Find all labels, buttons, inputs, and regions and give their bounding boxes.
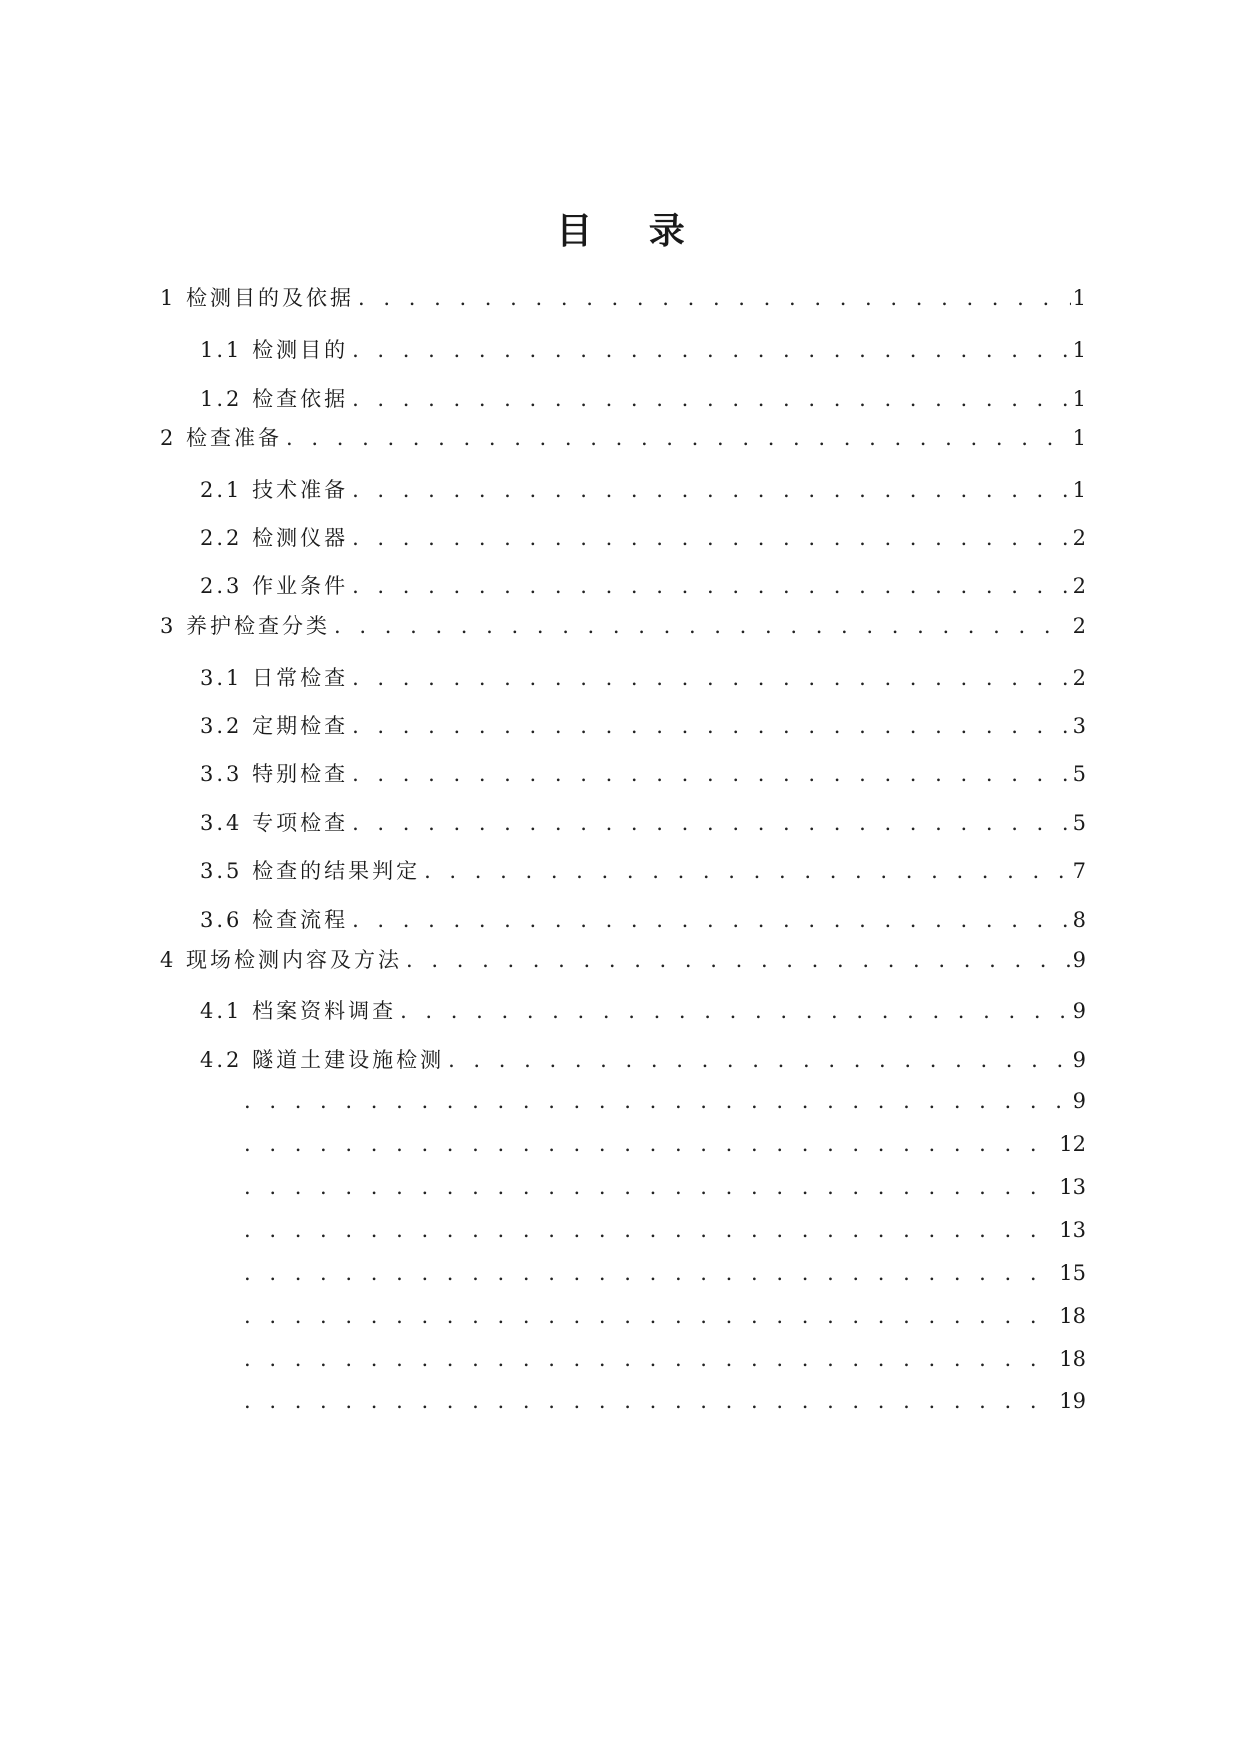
toc-entry-level2[interactable] [200, 1046, 1086, 1074]
toc-entry-level2[interactable] [200, 760, 1086, 788]
toc-leader-dots [334, 612, 1071, 640]
toc-entry-level3[interactable] [240, 1345, 1086, 1373]
toc-entry-level1[interactable] [160, 424, 1086, 452]
toc-leader-dots [244, 1387, 1057, 1415]
toc-entry-page: 9 [1072, 948, 1086, 972]
toc-entry-page: 9 [1072, 1089, 1086, 1113]
toc-leader-dots [400, 997, 1071, 1025]
toc-leader-dots [352, 760, 1071, 788]
toc-entry-page: 5 [1072, 811, 1086, 835]
toc-entry-label: 2.2 检测仪器 [200, 526, 349, 550]
toc-leader-dots [352, 524, 1071, 552]
toc-entry-page: 7 [1072, 859, 1086, 883]
page-title: 目 录 [556, 211, 707, 252]
toc-leader-dots [244, 1130, 1057, 1158]
toc-entry-level3[interactable] [240, 1087, 1086, 1115]
toc-entry-page: 3 [1072, 714, 1086, 738]
toc-entry-level2[interactable] [200, 385, 1086, 413]
toc-entry-label: 3.3 特别检查 [200, 762, 349, 786]
toc-leader-dots [352, 385, 1071, 413]
toc-entry-page: 2 [1072, 574, 1086, 598]
toc-entry-level1[interactable] [160, 284, 1086, 312]
toc-entry-label: 3.2 定期检查 [200, 714, 349, 738]
toc-entry-page: 12 [1059, 1132, 1086, 1156]
toc-leader-dots [424, 857, 1071, 885]
toc-leader-dots [406, 946, 1071, 974]
toc-entry-level3[interactable] [240, 1259, 1086, 1287]
toc-entry-label: 3 养护检查分类 [160, 614, 331, 638]
toc-entry-page: 18 [1059, 1347, 1086, 1371]
toc-entry-label: 2 检查准备 [160, 426, 283, 450]
toc-leader-dots [352, 712, 1071, 740]
toc-entry-level1[interactable] [160, 612, 1086, 640]
toc-entry-page: 13 [1059, 1218, 1086, 1242]
toc-entry-level3[interactable] [240, 1302, 1086, 1330]
toc-entry-page: 1 [1072, 387, 1086, 411]
toc-entry-page: 19 [1059, 1389, 1086, 1413]
toc-entry-label: 4.2 隧道土建设施检测 [200, 1048, 445, 1072]
toc-entry-level3[interactable] [240, 1387, 1086, 1415]
toc-entry-level2[interactable] [200, 712, 1086, 740]
toc-entry-page: 1 [1072, 478, 1086, 502]
toc-entry-label: 3.4 专项检查 [200, 811, 349, 835]
toc-entry-page: 8 [1072, 908, 1086, 932]
toc-entry-label: 3.6 检查流程 [200, 908, 349, 932]
toc-entry-label: 4.1 档案资料调查 [200, 999, 397, 1023]
toc-entry-label: 2.3 作业条件 [200, 574, 349, 598]
toc-entry-label: 1.1 检测目的 [200, 338, 349, 362]
toc-entry-level1[interactable] [160, 946, 1086, 974]
toc-entry-level2[interactable] [200, 809, 1086, 837]
toc-entry-level2[interactable] [200, 336, 1086, 364]
toc-leader-dots [352, 572, 1071, 600]
toc-entry-page: 18 [1059, 1304, 1086, 1328]
toc-leader-dots [244, 1345, 1057, 1373]
toc-leader-dots [352, 664, 1071, 692]
toc-entry-level2[interactable] [200, 997, 1086, 1025]
toc-entry-label: 2.1 技术准备 [200, 478, 349, 502]
toc-entry-page: 1 [1072, 338, 1086, 362]
toc-entry-level3[interactable] [240, 1130, 1086, 1158]
toc-leader-dots [448, 1046, 1071, 1074]
toc-leader-dots [352, 809, 1071, 837]
toc-leader-dots [244, 1173, 1057, 1201]
toc-entry-level2[interactable] [200, 572, 1086, 600]
toc-leader-dots [244, 1259, 1057, 1287]
toc-entry-page: 2 [1072, 614, 1086, 638]
toc-entry-level2[interactable] [200, 906, 1086, 934]
toc-leader-dots [352, 336, 1071, 364]
toc-entry-label: 4 现场检测内容及方法 [160, 948, 403, 972]
toc-entry-page: 2 [1072, 526, 1086, 550]
toc-entry-level3[interactable] [240, 1216, 1086, 1244]
toc-leader-dots [352, 476, 1071, 504]
toc-leader-dots [358, 284, 1071, 312]
toc-entry-label: 3.1 日常检查 [200, 666, 349, 690]
toc-entry-label: 1.2 检查依据 [200, 387, 349, 411]
toc-entry-page: 2 [1072, 666, 1086, 690]
toc-entry-label: 1 检测目的及依据 [160, 286, 355, 310]
toc-entry-page: 5 [1072, 762, 1086, 786]
toc-entry-page: 13 [1059, 1175, 1086, 1199]
toc-entry-page: 1 [1072, 286, 1086, 310]
toc-leader-dots [286, 424, 1071, 452]
toc-entry-level2[interactable] [200, 857, 1086, 885]
toc-entry-level3[interactable] [240, 1173, 1086, 1201]
toc-leader-dots [244, 1087, 1071, 1115]
toc-entry-page: 1 [1072, 426, 1086, 450]
toc-entry-label: 3.5 检查的结果判定 [200, 859, 421, 883]
toc-leader-dots [244, 1216, 1057, 1244]
toc-entry-level2[interactable] [200, 476, 1086, 504]
toc-entry-level2[interactable] [200, 524, 1086, 552]
toc-entry-level2[interactable] [200, 664, 1086, 692]
toc-leader-dots [352, 906, 1071, 934]
toc-entry-page: 9 [1072, 999, 1086, 1023]
toc-entry-page: 9 [1072, 1048, 1086, 1072]
toc-leader-dots [244, 1302, 1057, 1330]
toc-entry-page: 15 [1059, 1261, 1086, 1285]
